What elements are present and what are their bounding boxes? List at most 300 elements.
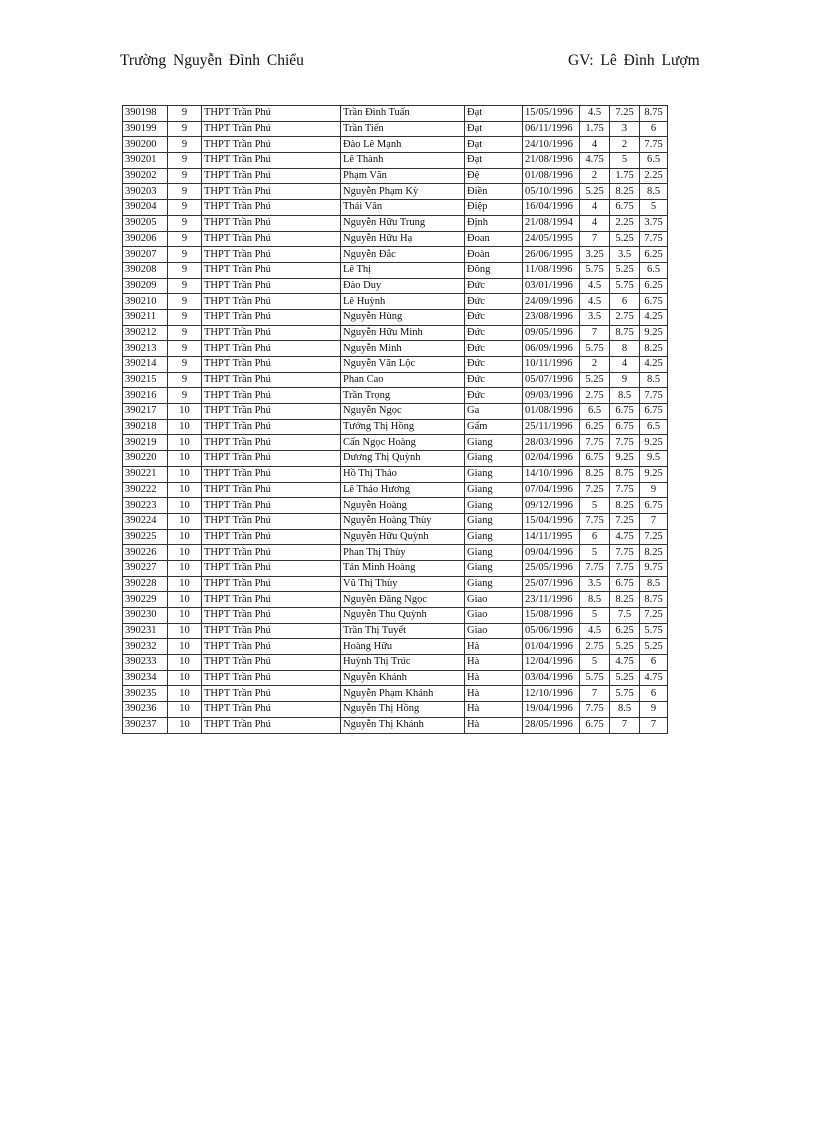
student-id-cell: 390235 xyxy=(123,686,168,702)
score-3-cell: 7 xyxy=(640,513,668,529)
school-cell: THPT Trần Phú xyxy=(202,498,341,514)
student-id-cell: 390222 xyxy=(123,482,168,498)
class-cell: 9 xyxy=(168,294,202,310)
table-row xyxy=(123,184,668,200)
given-name-cell: Đạt xyxy=(465,137,523,153)
score-3-cell: 4.75 xyxy=(640,670,668,686)
birth-date-cell: 21/08/1994 xyxy=(523,215,580,231)
birth-date-cell: 12/10/1996 xyxy=(523,686,580,702)
score-3-cell: 6.5 xyxy=(640,262,668,278)
score-2-cell: 8.5 xyxy=(610,702,640,718)
table-row xyxy=(123,419,668,435)
surname-cell: Trần Thị Tuyết xyxy=(341,623,465,639)
school-cell: THPT Trần Phú xyxy=(202,106,341,122)
given-name-cell: Giang xyxy=(465,451,523,467)
score-3-cell: 6.25 xyxy=(640,278,668,294)
birth-date-cell: 23/11/1996 xyxy=(523,592,580,608)
given-name-cell: Điệp xyxy=(465,200,523,216)
birth-date-cell: 03/01/1996 xyxy=(523,278,580,294)
score-1-cell: 6.25 xyxy=(580,419,610,435)
class-cell: 9 xyxy=(168,153,202,169)
given-name-cell: Gấm xyxy=(465,419,523,435)
given-name-cell: Đức xyxy=(465,294,523,310)
given-name-cell: Hà xyxy=(465,639,523,655)
birth-date-cell: 07/04/1996 xyxy=(523,482,580,498)
surname-cell: Phạm Văn xyxy=(341,168,465,184)
student-id-cell: 390216 xyxy=(123,388,168,404)
score-3-cell: 9.75 xyxy=(640,560,668,576)
given-name-cell: Đạt xyxy=(465,153,523,169)
birth-date-cell: 12/04/1996 xyxy=(523,655,580,671)
score-3-cell: 7.75 xyxy=(640,231,668,247)
school-cell: THPT Trần Phú xyxy=(202,466,341,482)
birth-date-cell: 24/09/1996 xyxy=(523,294,580,310)
birth-date-cell: 09/05/1996 xyxy=(523,325,580,341)
class-cell: 9 xyxy=(168,200,202,216)
student-id-cell: 390223 xyxy=(123,498,168,514)
surname-cell: Lê Thị xyxy=(341,262,465,278)
table-body xyxy=(123,106,668,734)
birth-date-cell: 24/10/1996 xyxy=(523,137,580,153)
table-row xyxy=(123,655,668,671)
score-2-cell: 5 xyxy=(610,153,640,169)
score-1-cell: 5.75 xyxy=(580,670,610,686)
given-name-cell: Giang xyxy=(465,482,523,498)
student-id-cell: 390225 xyxy=(123,529,168,545)
school-cell: THPT Trần Phú xyxy=(202,435,341,451)
score-3-cell: 4.25 xyxy=(640,309,668,325)
given-name-cell: Giang xyxy=(465,560,523,576)
given-name-cell: Giang xyxy=(465,545,523,561)
class-cell: 9 xyxy=(168,372,202,388)
student-id-cell: 390211 xyxy=(123,309,168,325)
class-cell: 9 xyxy=(168,247,202,263)
table-row xyxy=(123,294,668,310)
student-id-cell: 390215 xyxy=(123,372,168,388)
score-1-cell: 7.75 xyxy=(580,702,610,718)
table-row xyxy=(123,357,668,373)
surname-cell: Nguyễn Hữu Hạ xyxy=(341,231,465,247)
score-1-cell: 7.25 xyxy=(580,482,610,498)
score-2-cell: 4.75 xyxy=(610,655,640,671)
score-1-cell: 5.25 xyxy=(580,184,610,200)
class-cell: 10 xyxy=(168,435,202,451)
score-3-cell: 9.25 xyxy=(640,435,668,451)
table-row xyxy=(123,482,668,498)
score-3-cell: 3.75 xyxy=(640,215,668,231)
score-2-cell: 5.25 xyxy=(610,670,640,686)
score-3-cell: 6 xyxy=(640,655,668,671)
school-cell: THPT Trần Phú xyxy=(202,702,341,718)
table-row xyxy=(123,168,668,184)
student-id-cell: 390219 xyxy=(123,435,168,451)
class-cell: 9 xyxy=(168,168,202,184)
table-row xyxy=(123,560,668,576)
table-row xyxy=(123,215,668,231)
school-name-header: Trường Nguyễn Đình Chiểu xyxy=(120,52,304,69)
birth-date-cell: 01/08/1996 xyxy=(523,404,580,420)
table-row xyxy=(123,545,668,561)
score-3-cell: 8.75 xyxy=(640,106,668,122)
score-2-cell: 4 xyxy=(610,357,640,373)
given-name-cell: Đức xyxy=(465,325,523,341)
score-3-cell: 8.75 xyxy=(640,592,668,608)
score-3-cell: 6.25 xyxy=(640,247,668,263)
given-name-cell: Hà xyxy=(465,686,523,702)
school-cell: THPT Trần Phú xyxy=(202,639,341,655)
birth-date-cell: 02/04/1996 xyxy=(523,451,580,467)
score-3-cell: 6.75 xyxy=(640,498,668,514)
score-2-cell: 2.25 xyxy=(610,215,640,231)
given-name-cell: Đức xyxy=(465,309,523,325)
score-1-cell: 4 xyxy=(580,215,610,231)
score-2-cell: 7.5 xyxy=(610,608,640,624)
school-cell: THPT Trần Phú xyxy=(202,215,341,231)
school-cell: THPT Trần Phú xyxy=(202,419,341,435)
score-2-cell: 7 xyxy=(610,717,640,733)
class-cell: 9 xyxy=(168,388,202,404)
class-cell: 10 xyxy=(168,655,202,671)
student-id-cell: 390231 xyxy=(123,623,168,639)
table-row xyxy=(123,278,668,294)
surname-cell: Lê Thảo Hương xyxy=(341,482,465,498)
school-cell: THPT Trần Phú xyxy=(202,686,341,702)
score-3-cell: 8.25 xyxy=(640,341,668,357)
score-1-cell: 4.5 xyxy=(580,278,610,294)
student-score-table xyxy=(122,105,668,734)
surname-cell: Nguyễn Đăng Ngọc xyxy=(341,592,465,608)
score-1-cell: 8.5 xyxy=(580,592,610,608)
surname-cell: Nguyễn Hoàng xyxy=(341,498,465,514)
student-id-cell: 390233 xyxy=(123,655,168,671)
class-cell: 10 xyxy=(168,404,202,420)
score-2-cell: 8.75 xyxy=(610,325,640,341)
score-3-cell: 8.5 xyxy=(640,372,668,388)
surname-cell: Hồ Thị Thảo xyxy=(341,466,465,482)
student-id-cell: 390201 xyxy=(123,153,168,169)
surname-cell: Nguyễn Minh xyxy=(341,341,465,357)
table-row xyxy=(123,498,668,514)
birth-date-cell: 15/04/1996 xyxy=(523,513,580,529)
student-id-cell: 390214 xyxy=(123,357,168,373)
given-name-cell: Hà xyxy=(465,655,523,671)
score-3-cell: 6.75 xyxy=(640,404,668,420)
table-row xyxy=(123,121,668,137)
surname-cell: Phan Thị Thùy xyxy=(341,545,465,561)
score-3-cell: 6.5 xyxy=(640,153,668,169)
birth-date-cell: 19/04/1996 xyxy=(523,702,580,718)
teacher-name-header: GV: Lê Đình Lượm xyxy=(568,52,700,69)
score-1-cell: 7 xyxy=(580,325,610,341)
score-1-cell: 5.75 xyxy=(580,341,610,357)
table-row xyxy=(123,529,668,545)
score-1-cell: 2 xyxy=(580,168,610,184)
school-cell: THPT Trần Phú xyxy=(202,184,341,200)
score-2-cell: 4.75 xyxy=(610,529,640,545)
student-id-cell: 390237 xyxy=(123,717,168,733)
table-row xyxy=(123,106,668,122)
given-name-cell: Đông xyxy=(465,262,523,278)
score-2-cell: 3.5 xyxy=(610,247,640,263)
given-name-cell: Điền xyxy=(465,184,523,200)
score-3-cell: 7.75 xyxy=(640,137,668,153)
surname-cell: Nguyễn Khánh xyxy=(341,670,465,686)
surname-cell: Đào Lê Mạnh xyxy=(341,137,465,153)
surname-cell: Dương Thị Quỳnh xyxy=(341,451,465,467)
score-2-cell: 5.25 xyxy=(610,262,640,278)
class-cell: 9 xyxy=(168,278,202,294)
table-row xyxy=(123,639,668,655)
score-3-cell: 7.75 xyxy=(640,388,668,404)
score-1-cell: 6.5 xyxy=(580,404,610,420)
score-3-cell: 5.75 xyxy=(640,623,668,639)
school-cell: THPT Trần Phú xyxy=(202,451,341,467)
score-1-cell: 5 xyxy=(580,498,610,514)
birth-date-cell: 26/06/1995 xyxy=(523,247,580,263)
table-row xyxy=(123,686,668,702)
school-cell: THPT Trần Phú xyxy=(202,247,341,263)
class-cell: 9 xyxy=(168,325,202,341)
score-3-cell: 9.25 xyxy=(640,325,668,341)
school-cell: THPT Trần Phú xyxy=(202,388,341,404)
student-id-cell: 390217 xyxy=(123,404,168,420)
class-cell: 10 xyxy=(168,717,202,733)
surname-cell: Trần Trọng xyxy=(341,388,465,404)
score-2-cell: 1.75 xyxy=(610,168,640,184)
student-id-cell: 390220 xyxy=(123,451,168,467)
table-row xyxy=(123,372,668,388)
student-id-cell: 390230 xyxy=(123,608,168,624)
birth-date-cell: 28/03/1996 xyxy=(523,435,580,451)
student-id-cell: 390226 xyxy=(123,545,168,561)
surname-cell: Hoàng Hữu xyxy=(341,639,465,655)
birth-date-cell: 14/11/1995 xyxy=(523,529,580,545)
student-id-cell: 390224 xyxy=(123,513,168,529)
class-cell: 10 xyxy=(168,529,202,545)
class-cell: 10 xyxy=(168,639,202,655)
class-cell: 9 xyxy=(168,121,202,137)
student-id-cell: 390234 xyxy=(123,670,168,686)
score-1-cell: 3.25 xyxy=(580,247,610,263)
given-name-cell: Đức xyxy=(465,278,523,294)
score-1-cell: 6 xyxy=(580,529,610,545)
surname-cell: Lê Thành xyxy=(341,153,465,169)
given-name-cell: Đức xyxy=(465,372,523,388)
birth-date-cell: 05/07/1996 xyxy=(523,372,580,388)
score-2-cell: 7.75 xyxy=(610,560,640,576)
class-cell: 10 xyxy=(168,560,202,576)
score-2-cell: 6.75 xyxy=(610,576,640,592)
given-name-cell: Giao xyxy=(465,623,523,639)
score-2-cell: 7.25 xyxy=(610,513,640,529)
school-cell: THPT Trần Phú xyxy=(202,153,341,169)
school-cell: THPT Trần Phú xyxy=(202,513,341,529)
surname-cell: Nguyễn Thị Khánh xyxy=(341,717,465,733)
score-1-cell: 4.5 xyxy=(580,106,610,122)
birth-date-cell: 09/04/1996 xyxy=(523,545,580,561)
given-name-cell: Giang xyxy=(465,498,523,514)
score-1-cell: 4 xyxy=(580,137,610,153)
birth-date-cell: 03/04/1996 xyxy=(523,670,580,686)
given-name-cell: Đệ xyxy=(465,168,523,184)
student-id-cell: 390199 xyxy=(123,121,168,137)
score-2-cell: 7.75 xyxy=(610,482,640,498)
score-3-cell: 6 xyxy=(640,686,668,702)
score-3-cell: 7.25 xyxy=(640,529,668,545)
school-cell: THPT Trần Phú xyxy=(202,309,341,325)
student-id-cell: 390206 xyxy=(123,231,168,247)
class-cell: 10 xyxy=(168,545,202,561)
school-cell: THPT Trần Phú xyxy=(202,576,341,592)
student-id-cell: 390205 xyxy=(123,215,168,231)
score-2-cell: 8.25 xyxy=(610,498,640,514)
given-name-cell: Đức xyxy=(465,357,523,373)
given-name-cell: Giao xyxy=(465,608,523,624)
given-name-cell: Giang xyxy=(465,576,523,592)
birth-date-cell: 23/08/1996 xyxy=(523,309,580,325)
school-cell: THPT Trần Phú xyxy=(202,560,341,576)
surname-cell: Nguyễn Đắc xyxy=(341,247,465,263)
school-cell: THPT Trần Phú xyxy=(202,357,341,373)
surname-cell: Tưởng Thị Hồng xyxy=(341,419,465,435)
score-1-cell: 3.5 xyxy=(580,309,610,325)
score-3-cell: 8.5 xyxy=(640,184,668,200)
table-row xyxy=(123,137,668,153)
school-cell: THPT Trần Phú xyxy=(202,168,341,184)
table-row xyxy=(123,608,668,624)
class-cell: 9 xyxy=(168,262,202,278)
surname-cell: Nguyễn Hữu Quỳnh xyxy=(341,529,465,545)
given-name-cell: Đức xyxy=(465,388,523,404)
birth-date-cell: 15/05/1996 xyxy=(523,106,580,122)
table-row xyxy=(123,231,668,247)
surname-cell: Huỳnh Thị Trúc xyxy=(341,655,465,671)
table-row xyxy=(123,153,668,169)
score-3-cell: 6.5 xyxy=(640,419,668,435)
surname-cell: Thái Văn xyxy=(341,200,465,216)
birth-date-cell: 28/05/1996 xyxy=(523,717,580,733)
score-2-cell: 6.75 xyxy=(610,404,640,420)
school-cell: THPT Trần Phú xyxy=(202,529,341,545)
student-id-cell: 390210 xyxy=(123,294,168,310)
class-cell: 10 xyxy=(168,592,202,608)
school-cell: THPT Trần Phú xyxy=(202,655,341,671)
student-id-cell: 390213 xyxy=(123,341,168,357)
score-1-cell: 2.75 xyxy=(580,639,610,655)
given-name-cell: Định xyxy=(465,215,523,231)
school-cell: THPT Trần Phú xyxy=(202,670,341,686)
school-cell: THPT Trần Phú xyxy=(202,137,341,153)
student-id-cell: 390204 xyxy=(123,200,168,216)
school-cell: THPT Trần Phú xyxy=(202,608,341,624)
class-cell: 10 xyxy=(168,702,202,718)
score-2-cell: 8.75 xyxy=(610,466,640,482)
score-3-cell: 6 xyxy=(640,121,668,137)
given-name-cell: Đức xyxy=(465,341,523,357)
school-cell: THPT Trần Phú xyxy=(202,121,341,137)
class-cell: 9 xyxy=(168,357,202,373)
score-1-cell: 2 xyxy=(580,357,610,373)
student-id-cell: 390202 xyxy=(123,168,168,184)
school-cell: THPT Trần Phú xyxy=(202,231,341,247)
score-2-cell: 5.75 xyxy=(610,278,640,294)
score-2-cell: 5.75 xyxy=(610,686,640,702)
birth-date-cell: 05/10/1996 xyxy=(523,184,580,200)
score-1-cell: 7 xyxy=(580,686,610,702)
class-cell: 10 xyxy=(168,513,202,529)
surname-cell: Trần Tiến xyxy=(341,121,465,137)
score-2-cell: 2.75 xyxy=(610,309,640,325)
score-2-cell: 2 xyxy=(610,137,640,153)
surname-cell: Nguyễn Hùng xyxy=(341,309,465,325)
table-row xyxy=(123,717,668,733)
score-2-cell: 7.25 xyxy=(610,106,640,122)
score-2-cell: 8.25 xyxy=(610,592,640,608)
score-3-cell: 7 xyxy=(640,717,668,733)
birth-date-cell: 15/08/1996 xyxy=(523,608,580,624)
score-2-cell: 9 xyxy=(610,372,640,388)
score-2-cell: 6.75 xyxy=(610,419,640,435)
given-name-cell: Hà xyxy=(465,702,523,718)
birth-date-cell: 14/10/1996 xyxy=(523,466,580,482)
score-1-cell: 7.75 xyxy=(580,560,610,576)
student-id-cell: 390236 xyxy=(123,702,168,718)
class-cell: 10 xyxy=(168,451,202,467)
given-name-cell: Đoan xyxy=(465,231,523,247)
class-cell: 9 xyxy=(168,137,202,153)
class-cell: 10 xyxy=(168,686,202,702)
table-row xyxy=(123,576,668,592)
given-name-cell: Giang xyxy=(465,435,523,451)
student-id-cell: 390200 xyxy=(123,137,168,153)
class-cell: 9 xyxy=(168,184,202,200)
school-cell: THPT Trần Phú xyxy=(202,404,341,420)
table-row xyxy=(123,451,668,467)
school-cell: THPT Trần Phú xyxy=(202,717,341,733)
score-1-cell: 5 xyxy=(580,608,610,624)
table-row xyxy=(123,623,668,639)
school-cell: THPT Trần Phú xyxy=(202,623,341,639)
score-2-cell: 9.25 xyxy=(610,451,640,467)
birth-date-cell: 24/05/1995 xyxy=(523,231,580,247)
table-row xyxy=(123,325,668,341)
birth-date-cell: 25/05/1996 xyxy=(523,560,580,576)
table-row xyxy=(123,702,668,718)
score-3-cell: 4.25 xyxy=(640,357,668,373)
school-cell: THPT Trần Phú xyxy=(202,278,341,294)
student-id-cell: 390227 xyxy=(123,560,168,576)
birth-date-cell: 16/04/1996 xyxy=(523,200,580,216)
given-name-cell: Đạt xyxy=(465,121,523,137)
score-1-cell: 7 xyxy=(580,231,610,247)
given-name-cell: Giao xyxy=(465,592,523,608)
birth-date-cell: 05/06/1996 xyxy=(523,623,580,639)
given-name-cell: Ga xyxy=(465,404,523,420)
birth-date-cell: 21/08/1996 xyxy=(523,153,580,169)
score-3-cell: 9 xyxy=(640,482,668,498)
table-row xyxy=(123,341,668,357)
score-2-cell: 6 xyxy=(610,294,640,310)
surname-cell: Lê Huỳnh xyxy=(341,294,465,310)
score-2-cell: 5.25 xyxy=(610,231,640,247)
surname-cell: Nguyễn Hữu Trung xyxy=(341,215,465,231)
given-name-cell: Hà xyxy=(465,717,523,733)
score-2-cell: 7.75 xyxy=(610,435,640,451)
table-row xyxy=(123,592,668,608)
score-3-cell: 5.25 xyxy=(640,639,668,655)
score-1-cell: 4.5 xyxy=(580,623,610,639)
class-cell: 10 xyxy=(168,498,202,514)
